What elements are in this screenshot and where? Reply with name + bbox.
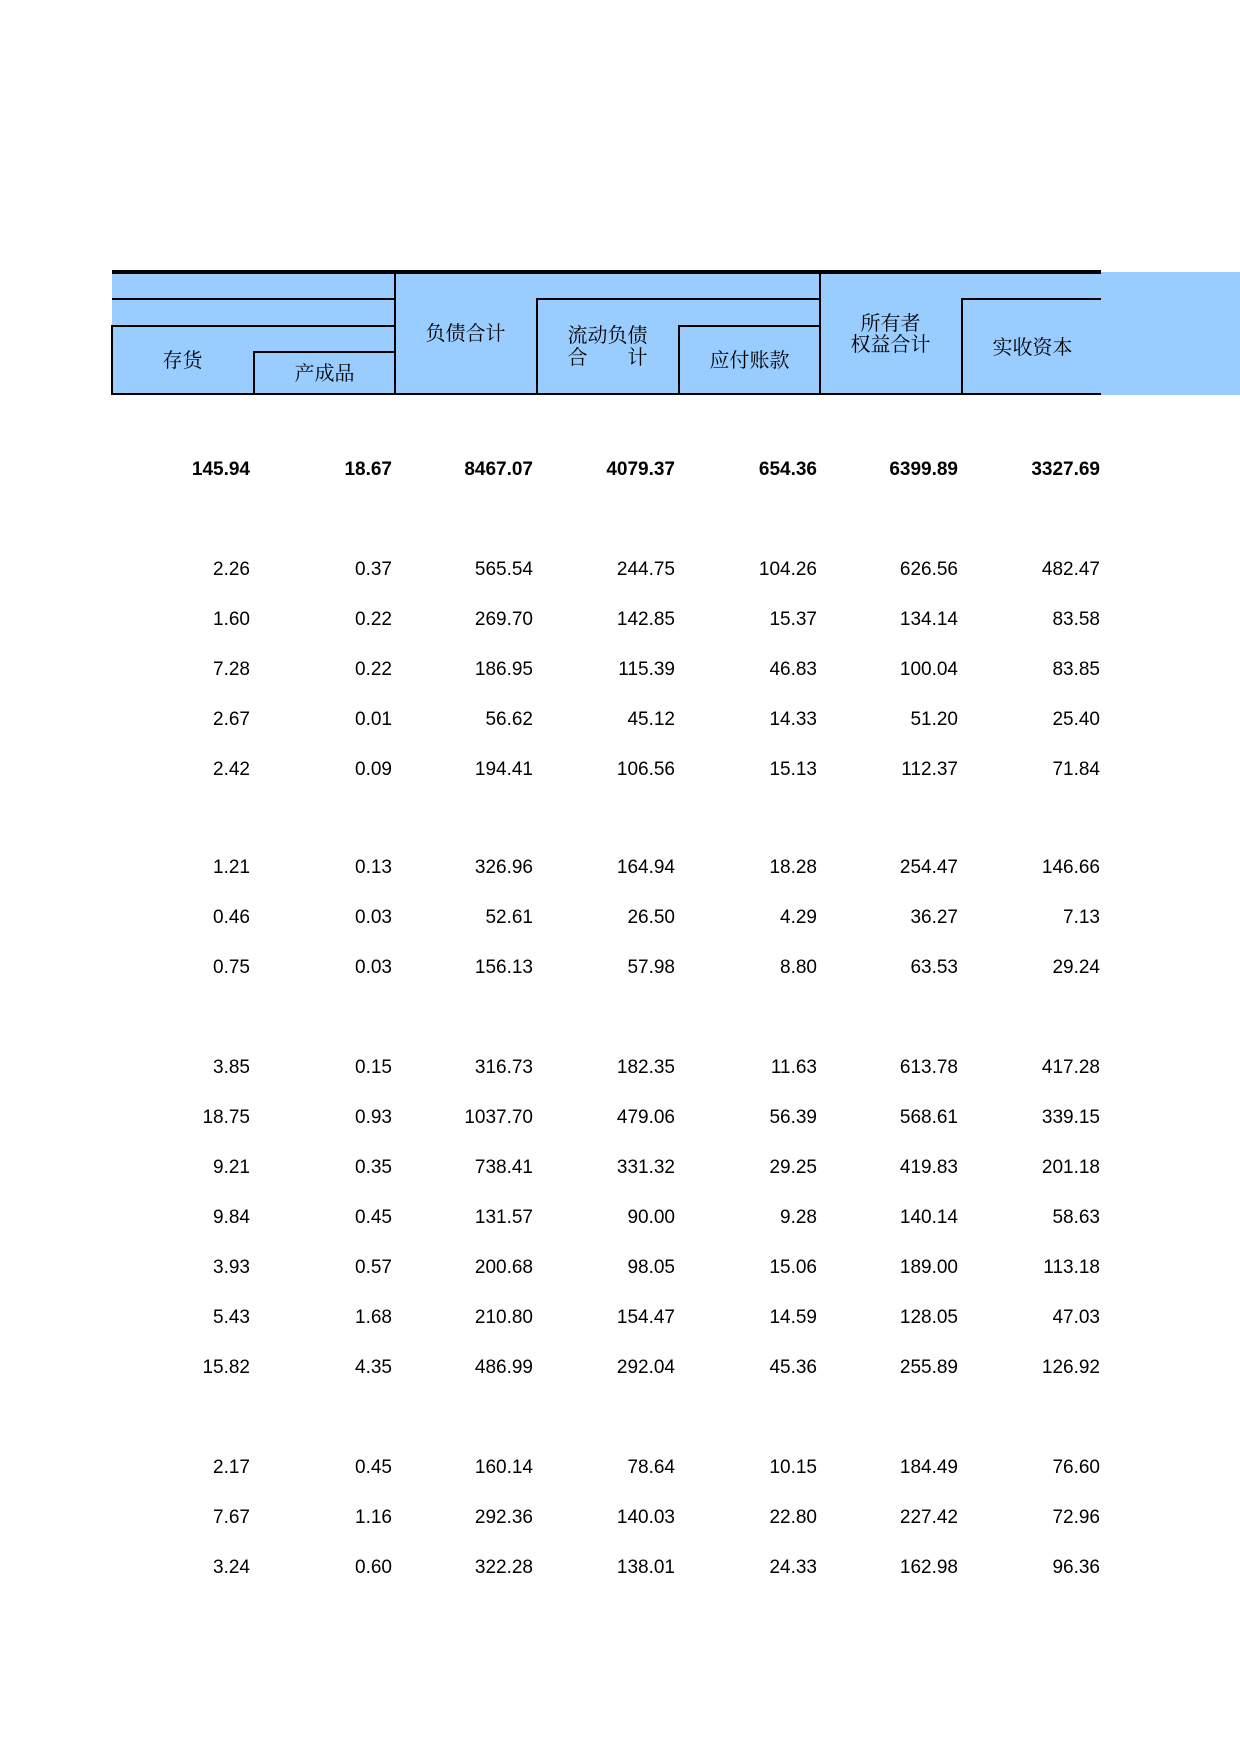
cell-finished-goods: 0.57	[355, 1257, 392, 1278]
cell-paid-in-capital: 3327.69	[1031, 459, 1100, 480]
header-rule-b	[112, 325, 395, 327]
cell-current-liabilities: 98.05	[627, 1257, 675, 1278]
cell-total-liabilities: 1037.70	[464, 1107, 533, 1128]
table-row	[0, 1303, 1240, 1333]
cell-inventory: 1.21	[213, 857, 250, 878]
header-finished-goods: 产成品	[294, 361, 355, 385]
cell-owners-equity: 184.49	[899, 1457, 958, 1478]
cell-current-liabilities: 292.04	[616, 1357, 675, 1378]
cell-owners-equity: 112.37	[901, 759, 958, 780]
cell-accounts-payable: 15.37	[769, 609, 817, 630]
cell-finished-goods: 1.68	[355, 1307, 392, 1328]
cell-total-liabilities: 316.73	[474, 1057, 533, 1078]
cell-inventory: 7.67	[213, 1507, 250, 1528]
cell-finished-goods: 0.15	[355, 1057, 392, 1078]
header-rule-c	[253, 351, 395, 353]
cell-owners-equity: 140.14	[899, 1207, 958, 1228]
cell-inventory: 7.28	[213, 659, 250, 680]
cell-current-liabilities: 90.00	[627, 1207, 675, 1228]
table-row	[0, 1153, 1240, 1183]
cell-inventory: 145.94	[191, 459, 250, 480]
cell-finished-goods: 0.03	[355, 907, 392, 928]
cell-paid-in-capital: 146.66	[1041, 857, 1100, 878]
cell-finished-goods: 18.67	[344, 459, 392, 480]
cell-finished-goods: 0.22	[355, 609, 392, 630]
cell-accounts-payable: 654.36	[758, 459, 817, 480]
cell-inventory: 2.67	[213, 709, 250, 730]
cell-total-liabilities: 269.70	[474, 609, 533, 630]
cell-inventory: 0.46	[213, 907, 250, 928]
cell-total-liabilities: 200.68	[474, 1257, 533, 1278]
cell-current-liabilities: 26.50	[627, 907, 675, 928]
cell-accounts-payable: 29.25	[769, 1157, 817, 1178]
cell-paid-in-capital: 482.47	[1041, 559, 1100, 580]
cell-owners-equity: 128.05	[899, 1307, 958, 1328]
cell-owners-equity: 134.14	[899, 609, 958, 630]
cell-total-liabilities: 292.36	[474, 1507, 533, 1528]
cell-accounts-payable: 15.06	[769, 1257, 817, 1278]
cell-current-liabilities: 154.47	[616, 1307, 675, 1328]
cell-owners-equity: 626.56	[899, 559, 958, 580]
cell-current-liabilities: 331.32	[616, 1157, 675, 1178]
cell-finished-goods: 0.60	[355, 1557, 392, 1578]
cell-paid-in-capital: 83.58	[1052, 609, 1100, 630]
cell-inventory: 2.42	[213, 759, 250, 780]
cell-finished-goods: 0.45	[355, 1207, 392, 1228]
cell-total-liabilities: 326.96	[474, 857, 533, 878]
table-row	[0, 555, 1240, 585]
cell-accounts-payable: 15.13	[769, 759, 817, 780]
header-rule-e	[678, 325, 820, 327]
cell-inventory: 2.17	[213, 1457, 250, 1478]
cell-finished-goods: 0.09	[355, 759, 392, 780]
header-inventory: 存货	[162, 348, 203, 372]
table-row	[0, 705, 1240, 735]
cell-total-liabilities: 565.54	[474, 559, 533, 580]
cell-inventory: 2.26	[213, 559, 250, 580]
cell-accounts-payable: 14.33	[769, 709, 817, 730]
cell-finished-goods: 4.35	[355, 1357, 392, 1378]
cell-total-liabilities: 160.14	[474, 1457, 533, 1478]
cell-accounts-payable: 11.63	[770, 1057, 817, 1078]
header-accounts-payable: 应付账款	[709, 348, 790, 372]
cell-paid-in-capital: 25.40	[1052, 709, 1100, 730]
table-row	[0, 953, 1240, 983]
table-row	[0, 1553, 1240, 1583]
table-row	[0, 655, 1240, 685]
header-rule-f	[961, 298, 1101, 300]
table-row	[0, 1103, 1240, 1133]
cell-paid-in-capital: 72.96	[1052, 1507, 1100, 1528]
cell-current-liabilities: 182.35	[616, 1057, 675, 1078]
cell-owners-equity: 613.78	[899, 1057, 958, 1078]
cell-paid-in-capital: 96.36	[1052, 1557, 1100, 1578]
cell-accounts-payable: 56.39	[769, 1107, 817, 1128]
header-current-liabilities-line1: 流动负债	[567, 323, 648, 347]
cell-accounts-payable: 24.33	[769, 1557, 817, 1578]
cell-total-liabilities: 322.28	[474, 1557, 533, 1578]
cell-paid-in-capital: 83.85	[1052, 659, 1100, 680]
cell-finished-goods: 0.37	[355, 559, 392, 580]
cell-total-liabilities: 56.62	[485, 709, 533, 730]
cell-paid-in-capital: 76.60	[1052, 1457, 1100, 1478]
cell-owners-equity: 227.42	[899, 1507, 958, 1528]
cell-current-liabilities: 115.39	[618, 659, 675, 680]
cell-inventory: 9.84	[213, 1207, 250, 1228]
table-row	[0, 1053, 1240, 1083]
cell-accounts-payable: 104.26	[758, 559, 817, 580]
cell-paid-in-capital: 71.84	[1052, 759, 1100, 780]
cell-finished-goods: 1.16	[355, 1507, 392, 1528]
header-current-liabilities-line2: 合 计	[567, 345, 648, 369]
cell-total-liabilities: 738.41	[474, 1157, 533, 1178]
cell-total-liabilities: 52.61	[485, 907, 533, 928]
cell-owners-equity: 51.20	[910, 709, 958, 730]
header-bottom-rule	[112, 393, 1101, 395]
cell-inventory: 3.85	[213, 1057, 250, 1078]
table-row	[0, 853, 1240, 883]
cell-total-liabilities: 8467.07	[464, 459, 533, 480]
cell-total-liabilities: 131.57	[474, 1207, 533, 1228]
cell-paid-in-capital: 201.18	[1041, 1157, 1100, 1178]
cell-accounts-payable: 18.28	[769, 857, 817, 878]
header-owners-equity-line2: 权益合计	[850, 332, 931, 356]
cell-paid-in-capital: 113.18	[1043, 1257, 1100, 1278]
header-total-liabilities: 负债合计	[425, 321, 506, 345]
cell-inventory: 15.82	[202, 1357, 250, 1378]
cell-inventory: 3.24	[213, 1557, 250, 1578]
cell-accounts-payable: 10.15	[769, 1457, 817, 1478]
cell-paid-in-capital: 126.92	[1041, 1357, 1100, 1378]
cell-owners-equity: 36.27	[910, 907, 958, 928]
cell-inventory: 0.75	[213, 957, 250, 978]
table-row	[0, 1453, 1240, 1483]
cell-owners-equity: 63.53	[910, 957, 958, 978]
cell-accounts-payable: 9.28	[780, 1207, 817, 1228]
table-row	[0, 755, 1240, 785]
cell-owners-equity: 568.61	[899, 1107, 958, 1128]
cell-owners-equity: 189.00	[899, 1257, 958, 1278]
cell-current-liabilities: 4079.37	[606, 459, 675, 480]
table-row	[0, 1353, 1240, 1383]
cell-finished-goods: 0.22	[355, 659, 392, 680]
header-owners-equity-line1: 所有者	[860, 311, 921, 335]
cell-paid-in-capital: 339.15	[1041, 1107, 1100, 1128]
cell-inventory: 9.21	[213, 1157, 250, 1178]
cell-current-liabilities: 140.03	[616, 1507, 675, 1528]
cell-accounts-payable: 46.83	[769, 659, 817, 680]
cell-paid-in-capital: 47.03	[1052, 1307, 1100, 1328]
cell-accounts-payable: 45.36	[769, 1357, 817, 1378]
cell-owners-equity: 162.98	[899, 1557, 958, 1578]
cell-current-liabilities: 45.12	[627, 709, 675, 730]
cell-finished-goods: 0.35	[355, 1157, 392, 1178]
cell-total-liabilities: 156.13	[474, 957, 533, 978]
cell-inventory: 18.75	[202, 1107, 250, 1128]
cell-accounts-payable: 14.59	[769, 1307, 817, 1328]
table-row	[0, 1253, 1240, 1283]
header-paid-in-capital: 实收资本	[992, 335, 1073, 359]
cell-inventory: 5.43	[213, 1307, 250, 1328]
cell-owners-equity: 419.83	[899, 1157, 958, 1178]
cell-inventory: 1.60	[213, 609, 250, 630]
cell-current-liabilities: 244.75	[616, 559, 675, 580]
cell-paid-in-capital: 417.28	[1041, 1057, 1100, 1078]
total-row	[0, 455, 1240, 485]
cell-finished-goods: 0.13	[355, 857, 392, 878]
cell-accounts-payable: 4.29	[780, 907, 817, 928]
cell-current-liabilities: 164.94	[616, 857, 675, 878]
table-row	[0, 1203, 1240, 1233]
cell-current-liabilities: 138.01	[616, 1557, 675, 1578]
table-row	[0, 1503, 1240, 1533]
cell-current-liabilities: 106.56	[616, 759, 675, 780]
cell-total-liabilities: 194.41	[474, 759, 533, 780]
cell-current-liabilities: 78.64	[627, 1457, 675, 1478]
cell-paid-in-capital: 58.63	[1052, 1207, 1100, 1228]
cell-accounts-payable: 22.80	[769, 1507, 817, 1528]
table-row	[0, 903, 1240, 933]
table-row	[0, 605, 1240, 635]
cell-inventory: 3.93	[213, 1257, 250, 1278]
cell-paid-in-capital: 29.24	[1052, 957, 1100, 978]
cell-finished-goods: 0.45	[355, 1457, 392, 1478]
header-top-thick-rule	[112, 270, 1101, 274]
cell-finished-goods: 0.01	[355, 709, 392, 730]
header-rule-d	[536, 298, 820, 300]
header-band-right-extension	[1101, 272, 1240, 395]
cell-owners-equity: 6399.89	[889, 459, 958, 480]
cell-current-liabilities: 142.85	[616, 609, 675, 630]
cell-total-liabilities: 486.99	[474, 1357, 533, 1378]
cell-finished-goods: 0.03	[355, 957, 392, 978]
cell-total-liabilities: 186.95	[474, 659, 533, 680]
cell-owners-equity: 254.47	[899, 857, 958, 878]
cell-owners-equity: 100.04	[899, 659, 958, 680]
cell-current-liabilities: 479.06	[616, 1107, 675, 1128]
cell-total-liabilities: 210.80	[474, 1307, 533, 1328]
cell-finished-goods: 0.93	[355, 1107, 392, 1128]
cell-owners-equity: 255.89	[899, 1357, 958, 1378]
header-rule-a	[112, 298, 395, 300]
cell-paid-in-capital: 7.13	[1063, 907, 1100, 928]
cell-accounts-payable: 8.80	[780, 957, 817, 978]
cell-current-liabilities: 57.98	[627, 957, 675, 978]
